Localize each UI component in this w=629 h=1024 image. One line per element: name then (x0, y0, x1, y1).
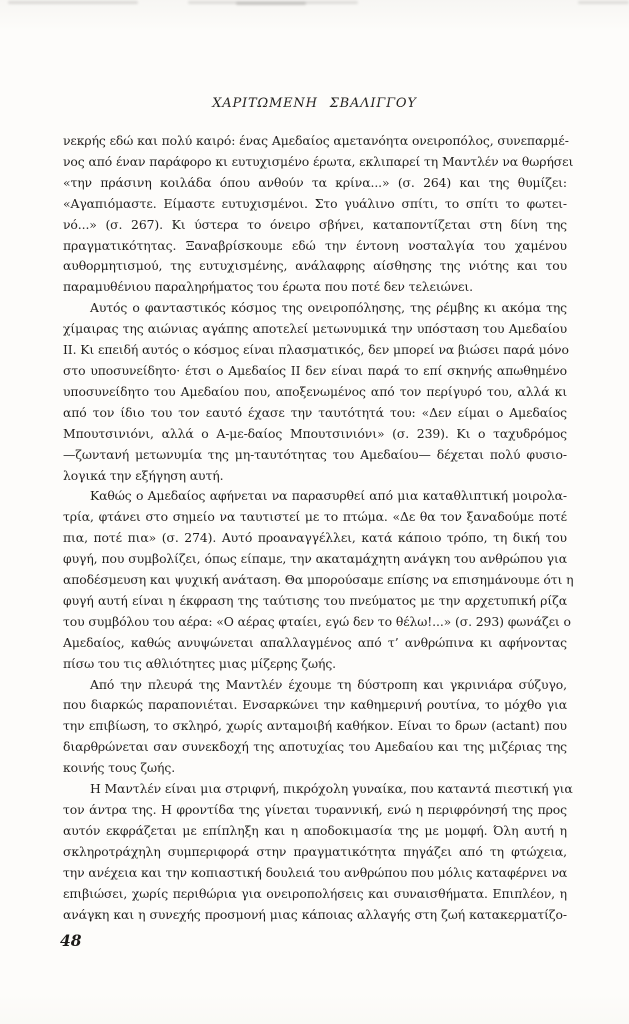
text-line: «την πράσινη κοιλάδα όπου ανθούν τα κρίνα...» (σ. 264) και της θυμίζει: (63, 174, 567, 190)
text-line: ανάγκη και η συνεχής προσμονή μιας κάποιας αλλαγής στη ζωή κατακερματίζο- (63, 906, 567, 922)
text-line: πίσω του τις αθλιότητες μιας μίζερης ζωής. (63, 655, 337, 671)
text-line: Η Μαντλέν είναι μια στριφνή, πικρόχολη γυναίκα, που καταντά πιεστική για (90, 781, 573, 797)
text-line: τον άντρα της. Η φροντίδα της γίνεται τυραννική, ενώ η περιφρόνησή της προς (63, 802, 567, 817)
text-line: Αμεδαίος, καθώς ανυψώνεται απαλλαγμένος από τ’ ανθρώπινα κι αφήνοντας (63, 634, 567, 650)
text-line: Από την πλευρά της Μαντλέν έχουμε τη δύστροπη και γκρινιάρα σύζυγο, (90, 676, 567, 692)
paragraph (63, 486, 574, 674)
text-line: υποσυνείδητο του Αμεδαίου που, αποξενωμένος από τον περίγυρό του, αλλά κι (63, 383, 567, 399)
text-line: «Αγαπιόμαστε. Είμαστε ευτυχισμένοι. Στο γυάλινο σπίτι, το σπίτι το φωτει- (63, 195, 567, 211)
text-line: που διαρκώς παραπονιέται. Ενσαρκώνει την καθημερινή ρουτίνα, το μόχθο για (63, 697, 567, 713)
text-line: σκληροτράχηλη συμπεριφορά στην πραγματικότητα πηγάζει από τη φτώχεια, (63, 843, 567, 859)
text-line: αποδέσμευση και ψυχική ανάταση. Θα μπορούσαμε επίσης να επισημάνουμε ότι η (63, 572, 574, 588)
scan-smudge (236, 2, 306, 5)
page-number: 48 (60, 931, 82, 950)
text-line: την ανέχεια και την κοπιαστική δουλειά του ανθρώπου που μόλις καταφέρνει να (63, 864, 568, 880)
text-line: πραγματικότητας. Ξαναβρίσκουμε εδώ την έντονη νοσταλγία του χαμένου (63, 237, 567, 253)
body-text (63, 131, 574, 925)
text-line: επιβιώσει, χωρίς περιθώρια για ονειροπολήσεις και συναισθήματα. Επιπλέον, η (63, 885, 567, 901)
text-line: φυγή αυτή είναι η έκφραση της ταύτισης του πνεύματος με την αρχετυπική ρίζα (63, 592, 567, 608)
scan-smudge (578, 1, 629, 4)
text-line: του συμβόλου του αέρα: «Ο αέρας φταίει, εγώ δεν το θέλω!...» (σ. 293) φωνάζει ο (63, 613, 571, 629)
paragraph (63, 779, 573, 925)
scan-smudge (8, 1, 138, 4)
text-line: λογικά την εξήγηση αυτή. (63, 467, 224, 483)
text-line: νεκρής εδώ και πολύ καιρό: ένας Αμεδαίος αμετανόητα ονειροπόλος, συνεπαρμέ- (63, 133, 569, 148)
text-line: νος από έναν παράφορο κι ευτυχισμένο έρωτα, εκλιπαρεί τη Μαντλέν να θωρήσει (63, 153, 574, 169)
paragraph (63, 131, 574, 298)
running-header: ΧΑΡΙΤΩΜΕΝΗ ΣΒΑΛΙΓΓΟΥ (212, 96, 417, 111)
text-line: αυθορμητισμού, της ευτυχισμένης, ανάλαφρης αίσθησης της νιότης και του (63, 258, 567, 274)
text-line: από τον ίδιο του τον εαυτό έχασε την ταυτότητά του: «Δεν είμαι ο Αμεδαίος (63, 404, 567, 420)
text-line: —ζωντανή μετωνυμία της μη-ταυτότητας του Αμεδαίου— δέχεται πολύ φυσιο- (63, 446, 567, 462)
text-line: κοινής τους ζωής. (63, 760, 176, 776)
text-line: Καθώς ο Αμεδαίος αφήνεται να παρασυρθεί από μια καταθλιπτική μοιρολα- (90, 488, 567, 504)
text-line: Μπουτσινιόνι, αλλά ο Α-με-δαίος Μπουτσινιόνι» (σ. 239). Κι ο ταχυδρόμος (63, 425, 567, 441)
text-line: στο υποσυνείδητο· έτσι ο Αμεδαίος II δεν είναι παρά το επί σκηνής απωθημένο (63, 362, 567, 378)
text-line: παραμυθένιου παραληρήματος του έρωτα που ποτέ δεν τελειώνει. (63, 279, 473, 295)
text-line: φυγή, που συμβολίζει, όπως είπαμε, την ακαταμάχητη ανάγκη του ανθρώπου για (63, 551, 567, 567)
paragraph (63, 675, 567, 780)
paragraph (63, 298, 567, 486)
text-line: πια, ποτέ πια» (σ. 274). Αυτό προαναγγέλλει, κατά κάποιο τρόπο, τη δική του (63, 530, 567, 546)
text-line: την επιβίωση, το σκληρό, χωρίς ανταμοιβή καθήκον. Είναι το δρων (actant) που (63, 718, 567, 734)
text-line: Αυτός ο φανταστικός κόσμος της ονειροπόλησης, της ρέμβης κι ακόμα της (90, 300, 567, 316)
text-line: διαρθρώνεται σαν συνεκδοχή της αποτυχίας του Αμεδαίου και της μιζέριας της (63, 739, 567, 755)
text-line: νό...» (σ. 267). Κι ύστερα το όνειρο σβήνει, καταποντίζεται στη δίνη της (63, 216, 567, 232)
text-line: II. Κι επειδή αυτός ο κόσμος είναι πλασματικός, δεν μπορεί να βιώσει παρά μόνο (63, 342, 569, 358)
text-line: τρία, φτάνει στο σημείο να ταυτιστεί με το πτώμα. «Δε θα τον ξαναδούμε ποτέ (63, 509, 567, 525)
text-line: αυτόν εκφράζεται με επίπληξη και η αποδοκιμασία της με μομφή. Όλη αυτή η (63, 822, 567, 838)
text-line: χίμαιρας της αιώνιας αγάπης αποτελεί μετωνυμικά την υπόσταση του Αμεδαίου (63, 321, 567, 337)
